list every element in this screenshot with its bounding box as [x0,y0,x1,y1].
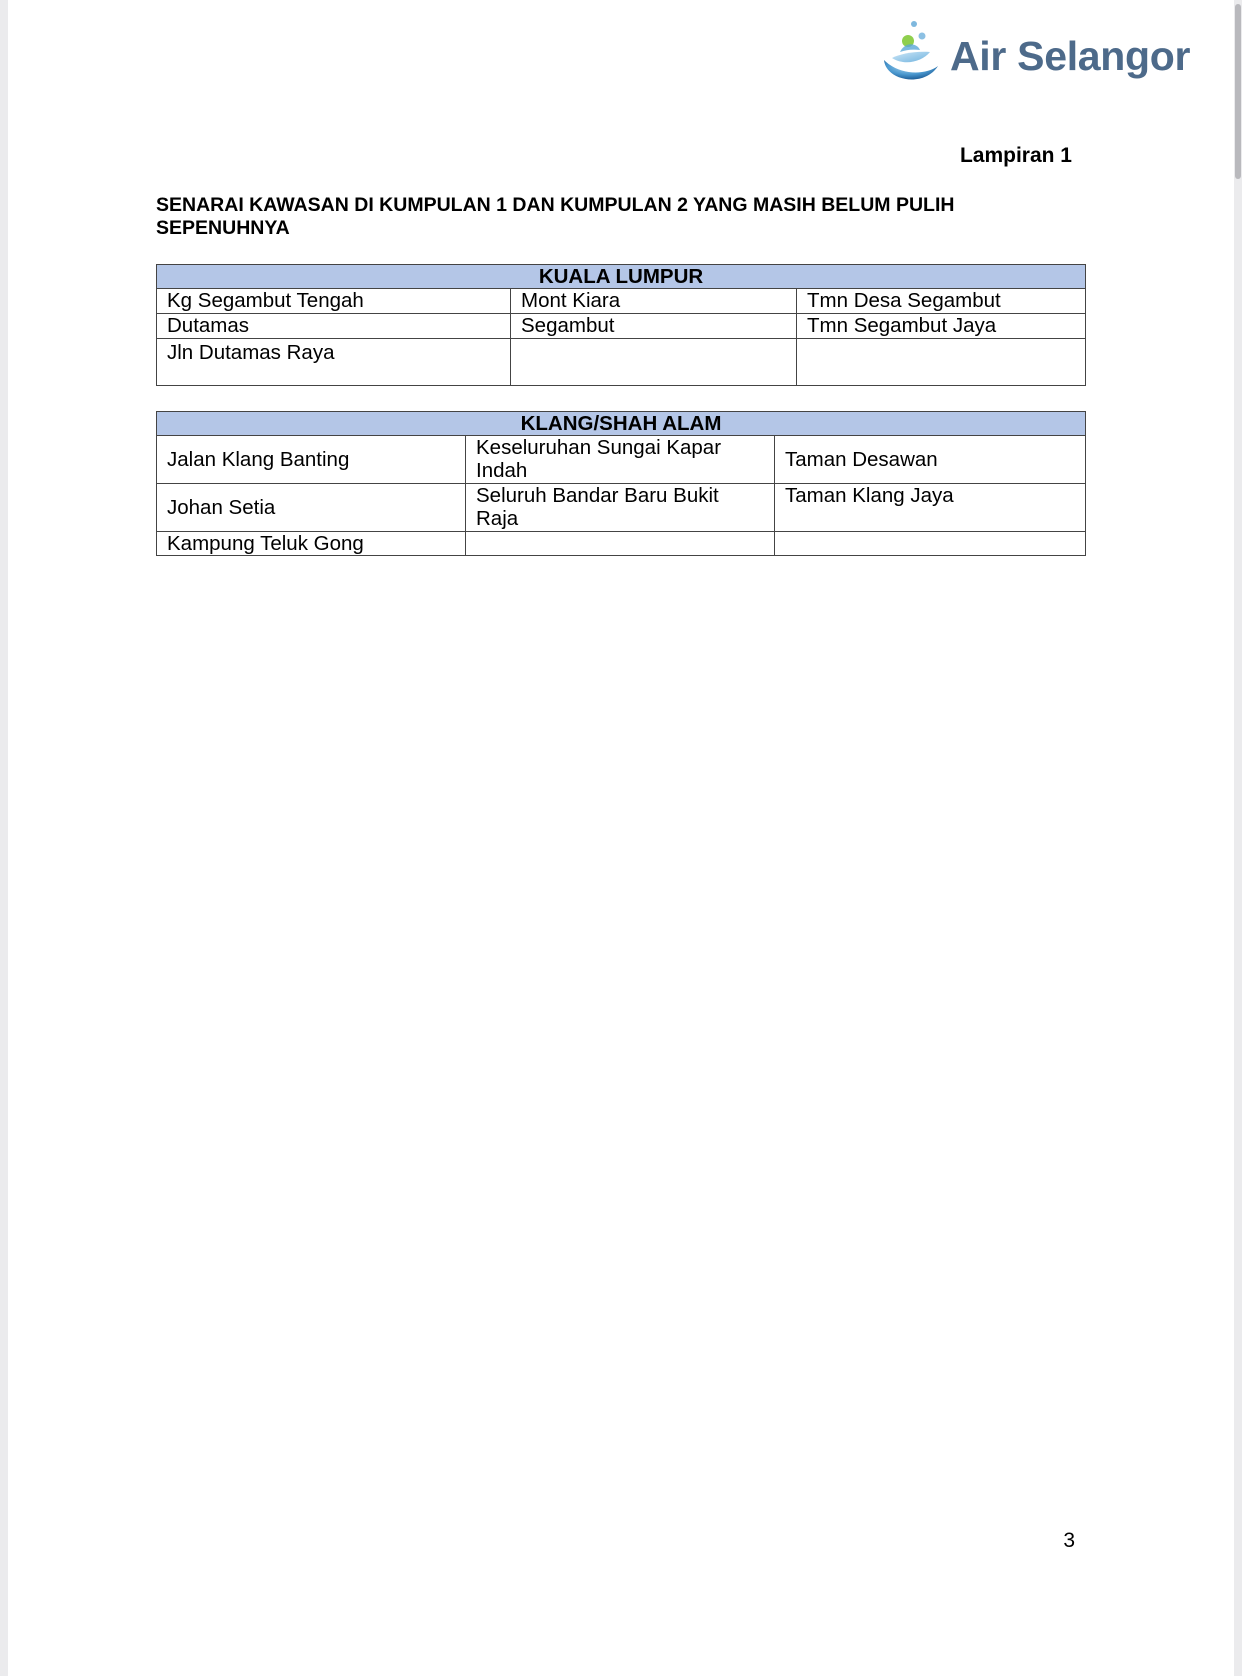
table-cell: Tmn Desa Segambut [797,289,1086,314]
document-title-line-1: SENARAI KAWASAN DI KUMPULAN 1 DAN KUMPULAN 2 YANG MASIH BELUM PULIH [156,194,955,216]
klang-shah-alam-table [156,411,1086,556]
document-title [156,194,1086,240]
scrollbar-thumb[interactable] [1235,4,1241,179]
table-cell: Kampung Teluk Gong [157,532,466,556]
water-drop-icon [878,18,948,90]
document-title-line-2: SEPENUHNYA [156,217,290,239]
air-selangor-logo [878,18,1198,90]
table-cell [511,339,797,386]
table-cell: Mont Kiara [511,289,797,314]
table-cell: Seluruh Bandar Baru Bukit Raja [466,484,775,532]
table-cell: Johan Setia [157,484,466,532]
table-row [157,484,1086,532]
document-page [8,0,1234,1676]
table-cell: Jalan Klang Banting [157,436,466,484]
table-cell: Keseluruhan Sungai Kapar Indah [466,436,775,484]
table-row [157,314,1086,339]
logo-text: Air Selangor [950,33,1191,79]
table-cell: Tmn Segambut Jaya [797,314,1086,339]
table-cell [775,532,1086,556]
table-cell: Taman Klang Jaya [775,484,1086,532]
kuala-lumpur-table [156,264,1086,386]
table-header-row [157,412,1086,436]
attachment-label: Lampiran 1 [959,144,1072,167]
table-cell: Kg Segambut Tengah [157,289,511,314]
table-row [157,532,1086,556]
table-cell: Jln Dutamas Raya [157,339,511,386]
table-heading: KLANG/SHAH ALAM [157,412,1086,436]
table-row [157,339,1086,386]
page-number: 3 [1063,1529,1075,1552]
table-cell [797,339,1086,386]
vertical-scrollbar[interactable] [1234,0,1242,1676]
table-row [157,436,1086,484]
table-cell [466,532,775,556]
table-cell: Segambut [511,314,797,339]
table-header-row [157,265,1086,289]
table-row [157,289,1086,314]
table-heading: KUALA LUMPUR [157,265,1086,289]
table-cell: Dutamas [157,314,511,339]
table-cell: Taman Desawan [775,436,1086,484]
